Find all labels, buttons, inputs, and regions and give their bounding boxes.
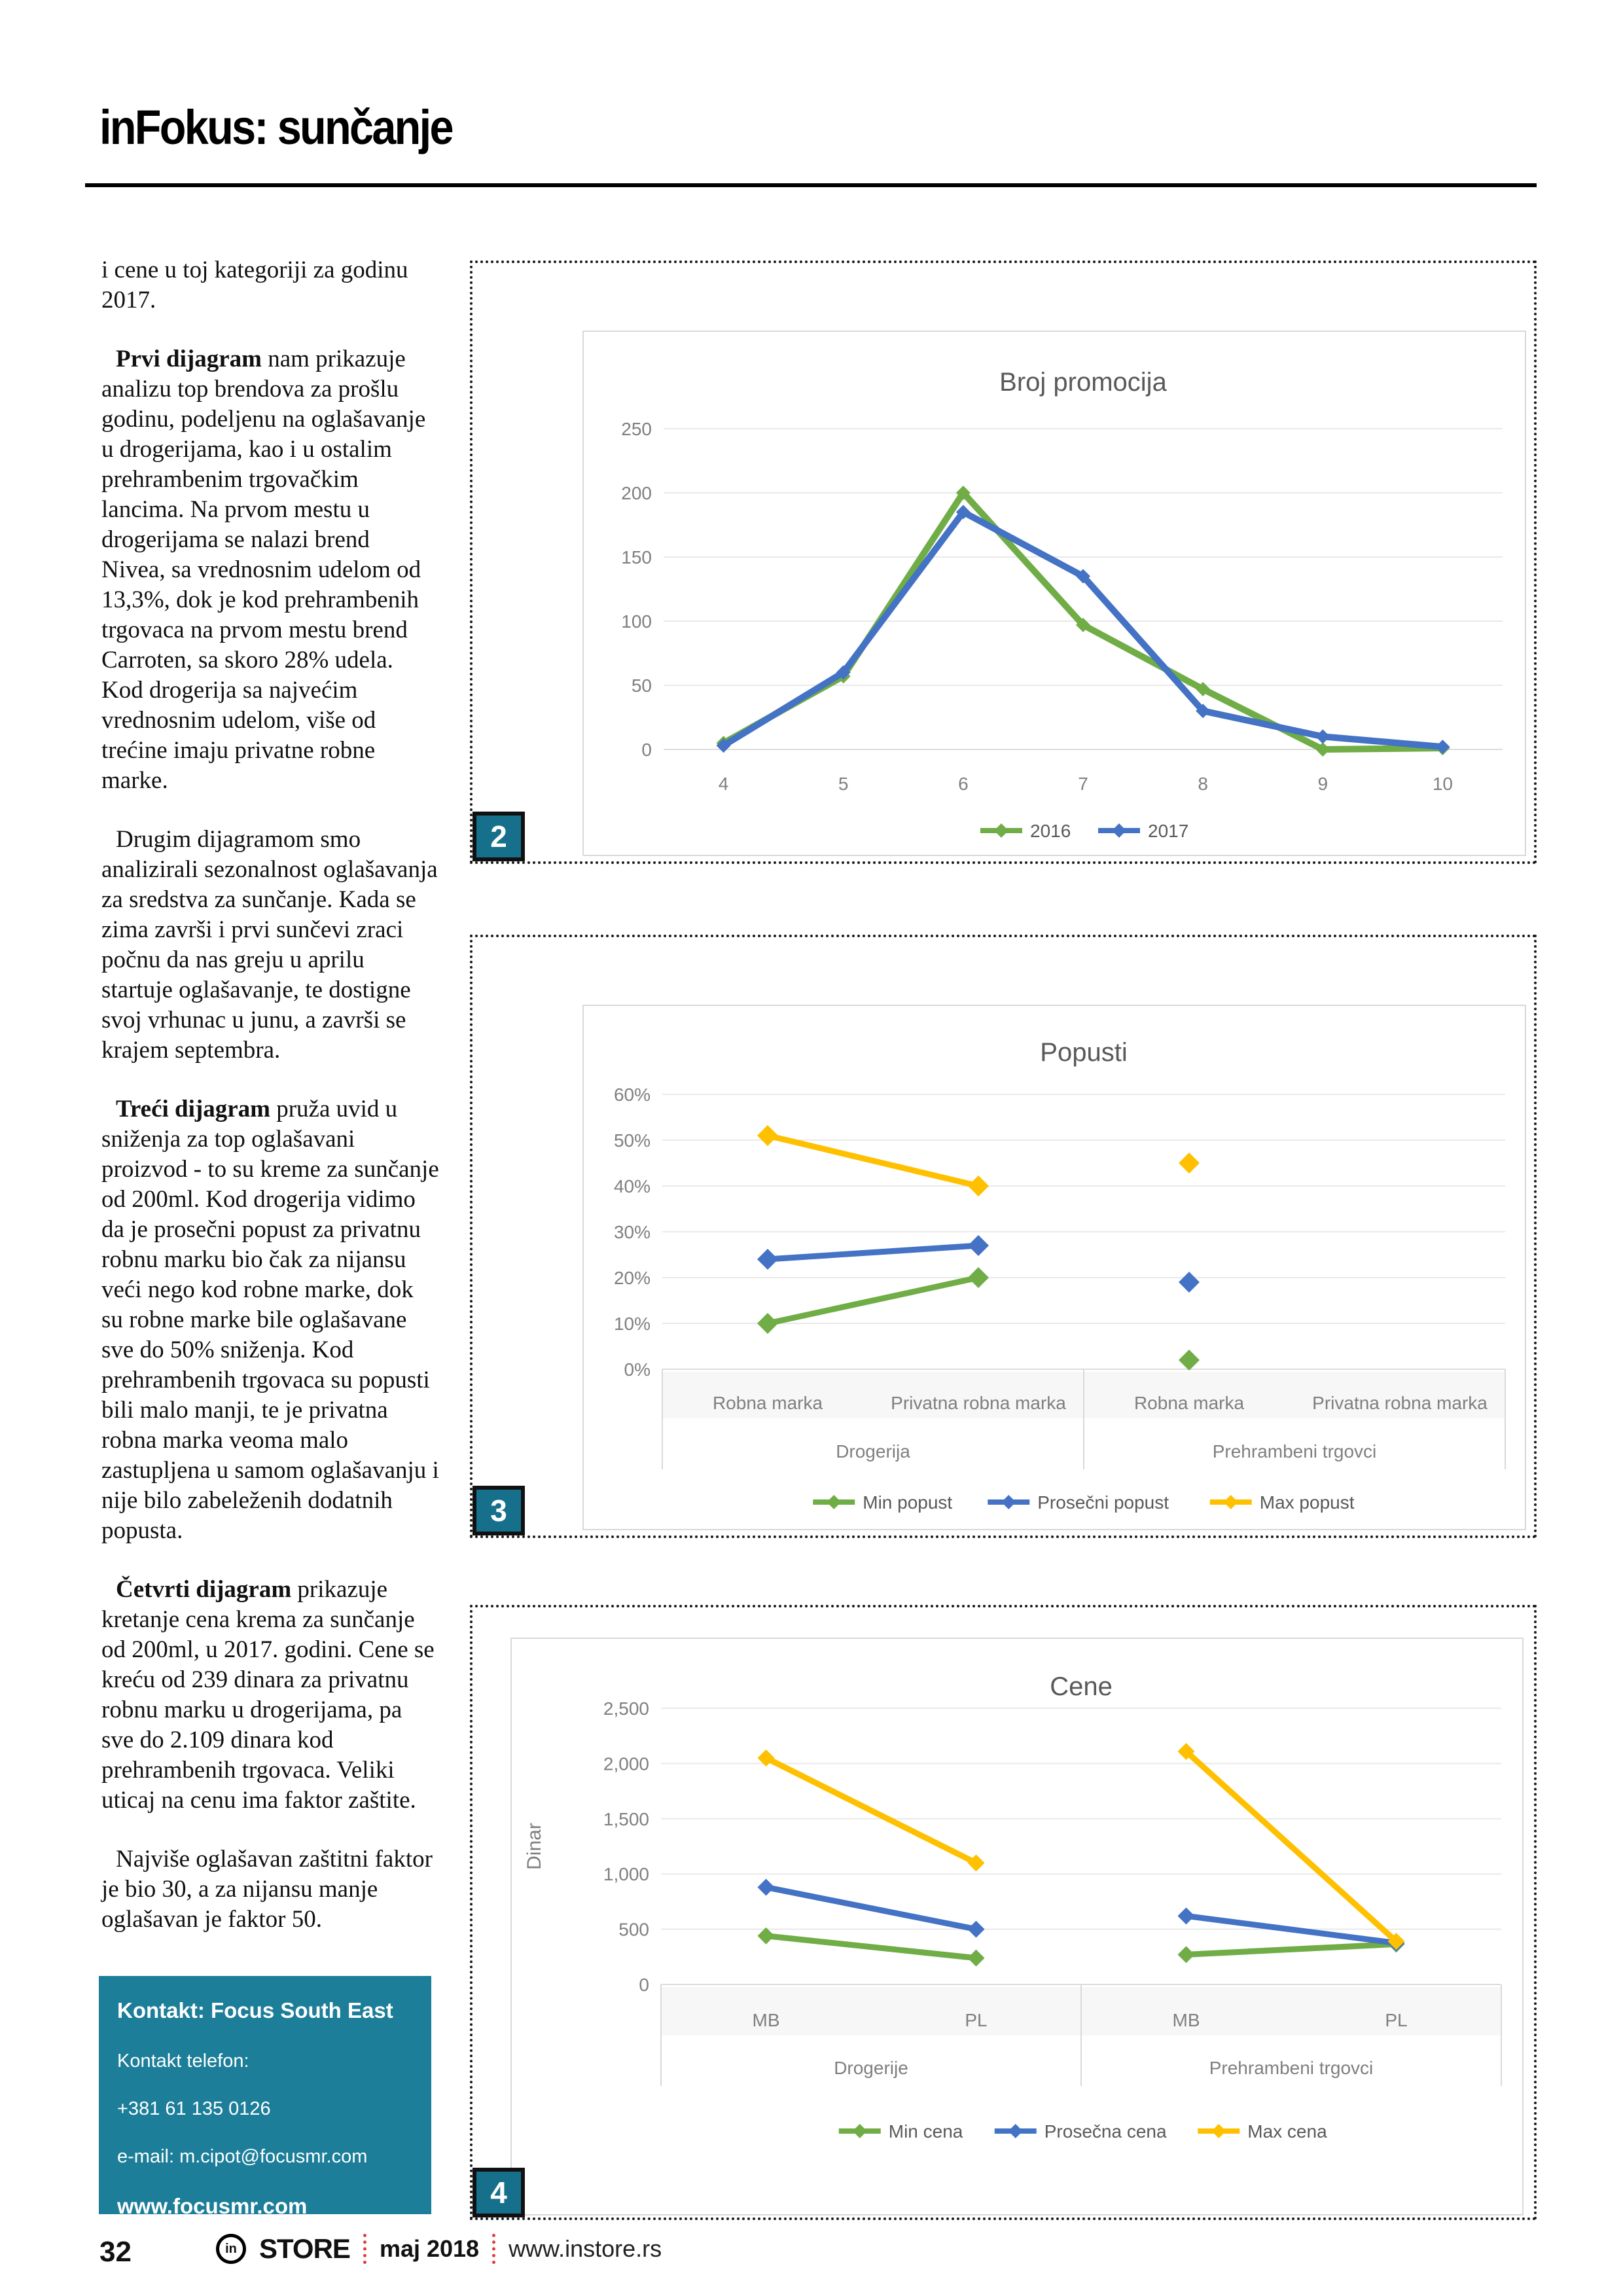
series-line-min-popust <box>768 1278 978 1323</box>
paragraph-text: prikazuje kretanje cena krema za sunčanje od 200ml, u 2017. godini. Cene se kreću od 239 dinara za privatnu robnu marku u drogerijama, pa sve do 2.109 dinara kod prehrambenih trgovaca. Veliki uticaj na cenu ima faktor zaštite. <box>101 1576 435 1814</box>
category-label: MB <box>1172 2010 1200 2030</box>
legend-marker-icon <box>1001 1495 1016 1509</box>
x-axis-tick-label: 7 <box>1078 774 1088 794</box>
marker-min-popust <box>1179 1350 1200 1371</box>
contact-website: www.focusmr.com <box>117 2194 308 2218</box>
contact-lines <box>117 2051 413 2168</box>
page-number: 32 <box>99 2236 132 2268</box>
legend-marker-icon <box>1224 1495 1238 1509</box>
x-axis-tick-label: 9 <box>1317 774 1329 794</box>
contact-box <box>99 1976 431 2218</box>
chart-title: Broj promocija <box>999 368 1167 397</box>
y-axis-tick-label: 60% <box>613 1085 651 1105</box>
y-axis-tick-label: 20% <box>613 1268 651 1288</box>
marker-min-cena <box>968 1950 985 1967</box>
category-label: Privatna robna marka <box>1312 1393 1488 1413</box>
legend-marker-icon <box>853 2124 867 2138</box>
y-axis-tick-label: 2,500 <box>603 1698 649 1719</box>
series-line-max-cena <box>766 1758 976 1863</box>
figure-badge-4: 4 <box>473 2168 525 2217</box>
y-axis-tick-label: 0 <box>641 740 652 760</box>
y-axis-tick-label: 50 <box>631 675 652 696</box>
y-axis-tick-label: 0% <box>624 1359 651 1380</box>
legend-label: 2016 <box>1030 821 1071 841</box>
article-paragraph <box>101 1844 439 1935</box>
legend-marker-icon <box>827 1495 841 1509</box>
y-axis-tick-label: 2,000 <box>603 1753 649 1774</box>
legend-label: Prosečna cena <box>1044 2121 1167 2142</box>
article-paragraph <box>101 344 439 796</box>
footer-issue: maj 2018 <box>379 2235 480 2262</box>
category-label: PL <box>965 2010 988 2030</box>
paragraph-text: Najviše oglašavan zaštitni faktor je bio 30, a za nijansu manje oglašavan je faktor 50. <box>101 1846 433 1933</box>
y-axis-tick-label: 150 <box>621 547 652 567</box>
paragraph-lead: Treći dijagram <box>116 1096 270 1122</box>
category-label: Robna marka <box>1133 1393 1245 1413</box>
category-label: Privatna robna marka <box>891 1393 1066 1413</box>
legend-label: Prosečni popust <box>1037 1492 1169 1513</box>
y-axis-tick-label: 50% <box>613 1130 651 1151</box>
legend-marker-icon <box>994 823 1008 838</box>
marker-min-cena <box>758 1928 775 1945</box>
legend-marker-icon <box>1008 2124 1023 2138</box>
figure-popusti <box>470 935 1537 1538</box>
paragraph-lead: Prvi dijagram <box>116 346 262 372</box>
marker-max-popust <box>968 1175 989 1196</box>
marker-prosečni-popust <box>1179 1272 1200 1293</box>
footer-separator <box>492 2234 495 2264</box>
chart-title: Popusti <box>1040 1038 1128 1067</box>
series-line-max-cena <box>1186 1751 1397 1941</box>
legend-marker-icon <box>1112 823 1126 838</box>
series-line-prosečna-cena <box>766 1887 976 1929</box>
line-chart-cene <box>512 1639 1522 2214</box>
y-axis-tick-label: 40% <box>613 1176 651 1196</box>
marker-max-popust <box>757 1125 778 1146</box>
legend-label: Max cena <box>1247 2121 1327 2142</box>
x-axis-tick-label: 10 <box>1432 774 1454 794</box>
line-chart-broj-promocija <box>584 332 1525 855</box>
legend-marker-icon <box>1211 2124 1226 2138</box>
paragraph-text: nam prikazuje analizu top brendova za prošlu godinu, podeljenu na oglašavanje u drogerijama, kao i u ostalim prehrambenim trgovačkim lancima. Na prvom mestu u drogerijama se nalazi brend Nivea, sa vrednosnim udelom od 13,3%, dok je kod prehrambenih trgovaca na prvom mestu brend Carroten, sa skoro 28% udela. Kod drogerija sa najvećim vrednosnim udelom, više od trećine imaju privatne robne marke. <box>101 346 426 794</box>
category-label: MB <box>752 2010 780 2030</box>
footer <box>216 2233 662 2265</box>
series-line-min-cena <box>1186 1944 1397 1954</box>
figure-cene <box>470 1605 1537 2220</box>
contact-line: Kontakt telefon: <box>117 2051 249 2072</box>
category-group-label: Prehrambeni trgovci <box>1212 1441 1377 1462</box>
x-axis-tick-label: 6 <box>958 774 969 794</box>
marker-prosečna-cena <box>968 1921 985 1938</box>
y-axis-tick-label: 250 <box>621 419 652 439</box>
instore-circle-logo-icon: in <box>216 2234 246 2264</box>
figure-badge-2: 2 <box>473 812 525 861</box>
page-title: inFokus: sunčanje <box>99 100 452 154</box>
category-group-label: Prehrambeni trgovci <box>1209 2058 1374 2078</box>
x-axis-tick-label: 5 <box>838 774 849 794</box>
marker-prosečna-cena <box>758 1878 775 1895</box>
paragraph-lead: Četvrti dijagram <box>116 1576 292 1603</box>
y-axis-tick-label: 10% <box>613 1314 651 1334</box>
chart-panel-cene <box>510 1638 1524 2215</box>
footer-brand: STORE <box>259 2233 350 2264</box>
contact-line: +381 61 135 0126 <box>117 2098 271 2119</box>
y-axis-tick-label: 500 <box>618 1919 649 1940</box>
figure-broj-promocija <box>470 260 1537 864</box>
marker-prosečni-popust <box>968 1235 989 1256</box>
figure-badge-3: 3 <box>473 1486 525 1535</box>
header-rule <box>85 183 1537 187</box>
article-paragraph <box>101 1575 439 1816</box>
paragraph-text: Drugim dijagramom smo analizirali sezonalnost oglašavanja za sredstva za sunčanje. Kada se zima završi i prvi sunčevi zraci počnu da nas greju u aprilu startuje oglašavanje, te dostigne svoj vrhunac u junu, a završi se krajem septembra. <box>101 826 438 1064</box>
x-axis-tick-label: 8 <box>1198 774 1208 794</box>
chart-panel-popusti <box>582 1005 1526 1530</box>
chart-panel-broj-promocija <box>582 331 1526 856</box>
series-line-min-cena <box>766 1936 976 1958</box>
article-paragraph <box>101 825 439 1066</box>
marker-max-popust <box>1179 1153 1200 1174</box>
y-axis-tick-label: 1,000 <box>603 1864 649 1885</box>
marker-2017 <box>1435 740 1450 754</box>
y-axis-tick-label: 1,500 <box>603 1808 649 1829</box>
marker-prosečni-popust <box>757 1249 778 1270</box>
contact-line: e-mail: m.cipot@focusmr.com <box>117 2146 368 2167</box>
article-paragraph <box>101 1094 439 1546</box>
marker-min-popust <box>968 1267 989 1288</box>
paragraph-text: i cene u toj kategoriji za godinu 2017. <box>101 257 408 314</box>
article-column <box>101 255 439 1964</box>
footer-website: www.instore.rs <box>508 2235 662 2262</box>
legend-label: Max popust <box>1259 1492 1355 1513</box>
y-axis-title: Dinar <box>524 1823 545 1870</box>
series-line-max-popust <box>768 1136 978 1186</box>
y-axis-tick-label: 200 <box>621 483 652 503</box>
x-axis-tick-label: 4 <box>718 774 729 794</box>
category-label: Robna marka <box>712 1393 823 1413</box>
category-group-label: Drogerije <box>834 2058 908 2078</box>
category-label: PL <box>1385 2010 1408 2030</box>
paragraph-text: pruža uvid u sniženja za top oglašavani proizvod - to su kreme za sunčanje od 200ml. Kod drogerija vidimo da je prosečni popust za privatnu robnu marku bio čak za nijansu veći nego kod robne marke, dok su robne marke bile oglašavane sve do 50% sniženja. Kod prehrambenih trgovaca su popusti bili malo manji, te je privatna robna marka veoma malo zastupljena u samom oglašavanju i nije bilo zabeleženih dodatnih popusta. <box>101 1096 439 1544</box>
legend-label: Min cena <box>888 2121 963 2142</box>
y-axis-tick-label: 0 <box>639 1975 649 1995</box>
article-paragraph <box>101 255 439 315</box>
contact-title: Kontakt: Focus South East <box>117 1998 393 2022</box>
legend-label: 2017 <box>1148 821 1189 841</box>
line-chart-popusti <box>584 1006 1525 1529</box>
category-group-label: Drogerija <box>836 1441 910 1462</box>
footer-separator <box>363 2234 366 2264</box>
marker-2017 <box>1315 729 1330 744</box>
legend-label: Min popust <box>863 1492 953 1513</box>
y-axis-tick-label: 100 <box>621 611 652 632</box>
marker-prosečna-cena <box>1178 1907 1195 1924</box>
series-line-prosečni-popust <box>768 1246 978 1259</box>
chart-title: Cene <box>1050 1672 1113 1701</box>
marker-min-cena <box>1178 1946 1195 1963</box>
marker-min-popust <box>757 1313 778 1334</box>
y-axis-tick-label: 30% <box>613 1222 651 1242</box>
